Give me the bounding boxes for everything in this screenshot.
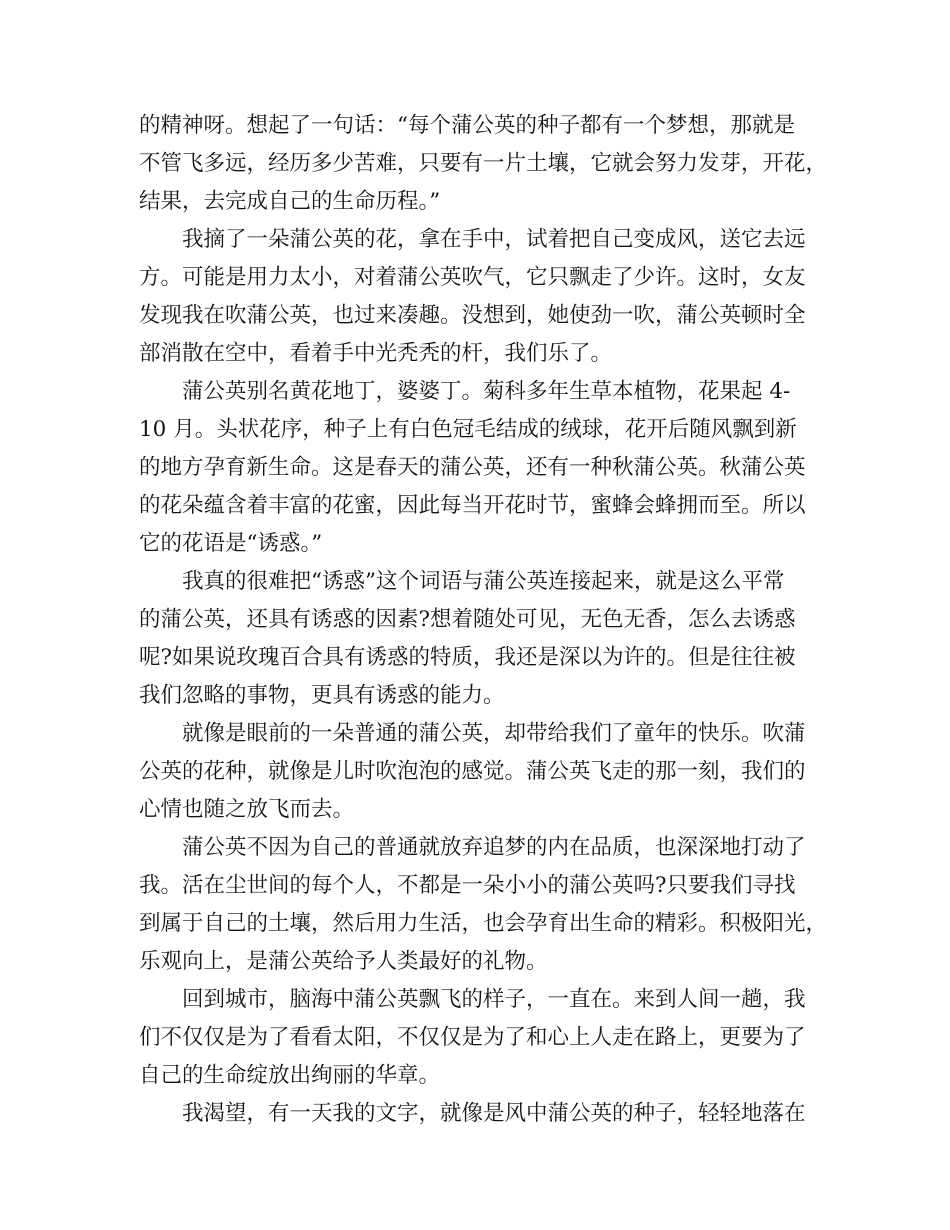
text-line: 方。可能是用力太小，对着蒲公英吹气，它只飘走了少许。这时，女友 <box>139 265 806 290</box>
text-line: 蒲公英不因为自己的普通就放弃追梦的内在品质，也深深地打动了 <box>182 835 806 860</box>
paragraph-7 <box>139 981 817 1095</box>
text-line: 的地方孕育新生命。这是春天的蒲公英，还有一种秋蒲公英。秋蒲公英 <box>139 455 806 480</box>
text-line: 心情也随之放飞而去。 <box>139 797 355 822</box>
text-line: 自己的生命绽放出绚丽的华章。 <box>139 1063 441 1088</box>
text-line: 回到城市，脑海中蒲公英飘飞的样子，一直在。来到人间一趟，我 <box>182 987 806 1012</box>
text-line: 我们忽略的事物，更具有诱惑的能力。 <box>139 683 505 708</box>
text-line: 结果，去完成自己的生命历程。” <box>139 189 441 214</box>
text-line: 蒲公英别名黄花地丁，婆婆丁。菊科多年生草本植物，花果起 4- <box>182 379 791 404</box>
text-line: 部消散在空中，看着手中光秃秃的杆，我们乐了。 <box>139 341 613 366</box>
text-line: 不管飞多远，经历多少苦难，只要有一片土壤，它就会努力发芽，开花， <box>139 151 828 176</box>
text-line: 公英的花种，就像是儿时吹泡泡的感觉。蒲公英飞走的那一刻，我们的 <box>139 759 806 784</box>
text-line: 我真的很难把“诱惑”这个词语与蒲公英连接起来，就是这么平常 <box>182 569 785 594</box>
paragraph-6 <box>139 829 828 981</box>
paragraph-4 <box>139 563 817 715</box>
text-line: 乐观向上，是蒲公英给予人类最好的礼物。 <box>139 949 548 974</box>
document-body <box>139 107 828 1133</box>
text-line: 呢?如果说玫瑰百合具有诱惑的特质，我还是深以为许的。但是往往被 <box>139 645 796 670</box>
paragraph-2 <box>139 221 817 373</box>
paragraph-5 <box>139 715 817 829</box>
text-line: 发现我在吹蒲公英，也过来凑趣。没想到，她使劲一吹，蒲公英顿时全 <box>139 303 806 328</box>
text-line: 的花朵蕴含着丰富的花蜜，因此每当开花时节，蜜蜂会蜂拥而至。所以 <box>139 493 806 518</box>
paragraph-8 <box>139 1095 817 1133</box>
text-line: 就像是眼前的一朵普通的蒲公英，却带给我们了童年的快乐。吹蒲 <box>182 721 806 746</box>
text-line: 它的花语是“诱惑。” <box>139 531 323 556</box>
text-line: 我摘了一朵蒲公英的花，拿在手中，试着把自己变成风，送它去远 <box>182 227 806 252</box>
text-line: 的精神呀。想起了一句话：“每个蒲公英的种子都有一个梦想，那就是 <box>139 113 795 138</box>
text-line: 我。活在尘世间的每个人，不都是一朵小小的蒲公英吗?只要我们寻找 <box>139 873 796 898</box>
text-line: 10 月。头状花序，种子上有白色冠毛结成的绒球，花开后随风飘到新 <box>139 417 797 442</box>
text-line: 的蒲公英，还具有诱惑的因素?想着随处可见，无色无香，怎么去诱惑 <box>139 607 796 632</box>
paragraph-1 <box>139 107 828 221</box>
paragraph-3 <box>139 373 817 563</box>
text-line: 我渴望，有一天我的文字，就像是风中蒲公英的种子，轻轻地落在 <box>182 1101 806 1126</box>
text-line: 到属于自己的土壤，然后用力生活，也会孕育出生命的精彩。积极阳光， <box>139 911 828 936</box>
text-line: 们不仅仅是为了看看太阳，不仅仅是为了和心上人走在路上，更要为了 <box>139 1025 806 1050</box>
